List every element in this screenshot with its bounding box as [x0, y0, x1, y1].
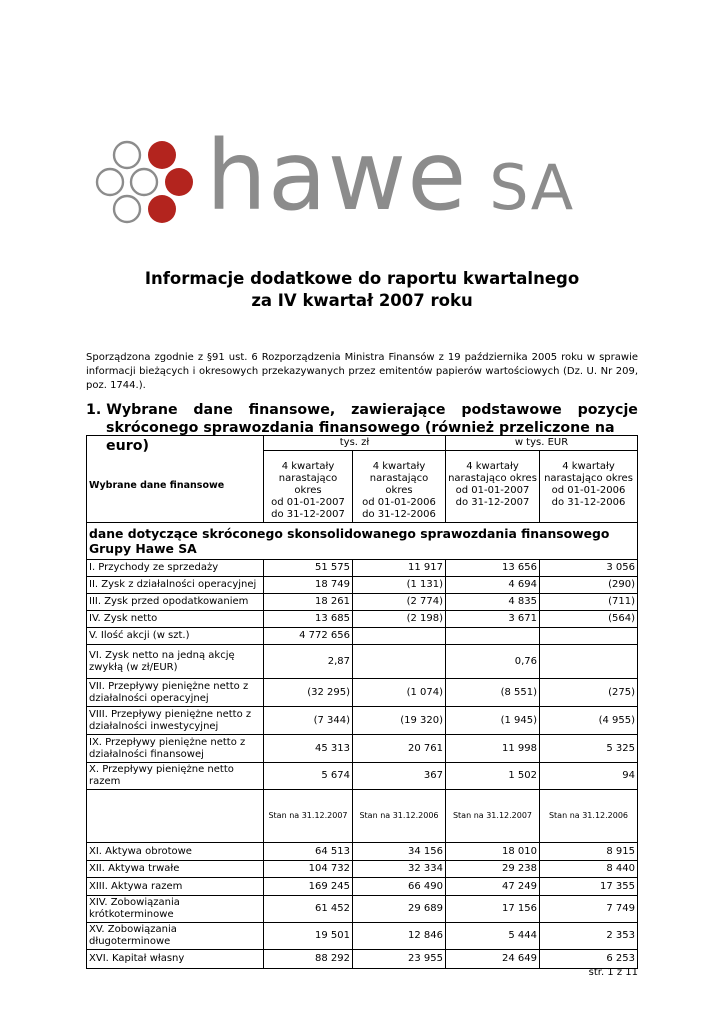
value-cell: (711) [540, 594, 638, 611]
section-heading-line-2: skróconego sprawozdania finansowego (również przeliczone na euro) [106, 420, 615, 454]
value-cell: 3 671 [446, 611, 540, 628]
balance-date-header: Stan na 31.12.2007 [446, 790, 540, 843]
section-heading-line-1 [86, 401, 638, 419]
value-cell: 17 156 [446, 896, 540, 923]
value-cell: 47 249 [446, 878, 540, 896]
section-word: finansowe, [248, 402, 336, 418]
period-header: 4 kwartały narastająco okres od 01-01-2007 do 31-12-2007 [264, 451, 353, 523]
value-cell: 88 292 [264, 950, 353, 969]
value-cell: 18 749 [264, 577, 353, 594]
value-cell: 18 261 [264, 594, 353, 611]
period-header: 4 kwartały narastająco okres od 01-01-2006 do 31-12-2006 [540, 451, 638, 523]
value-cell: 4 835 [446, 594, 540, 611]
value-cell [540, 645, 638, 679]
row-label: XI. Aktywa obrotowe [87, 843, 264, 861]
value-cell: 104 732 [264, 861, 353, 878]
value-cell [540, 628, 638, 645]
row-label: XII. Aktywa trwałe [87, 861, 264, 878]
value-cell: 34 156 [353, 843, 446, 861]
value-cell: 13 685 [264, 611, 353, 628]
value-cell [353, 645, 446, 679]
currency-pln-header: tys. zł [264, 436, 446, 451]
currency-header-row [87, 436, 638, 451]
balance-date-header: Stan na 31.12.2007 [264, 790, 353, 843]
row-label: III. Zysk przed opodatkowaniem [87, 594, 264, 611]
section-word: zawierające [351, 402, 446, 418]
section-word: pozycje [577, 402, 638, 418]
value-cell: 8 440 [540, 861, 638, 878]
balance-date-header: Stan na 31.12.2006 [540, 790, 638, 843]
value-cell: (4 955) [540, 707, 638, 735]
value-cell [353, 628, 446, 645]
main-header-cell: Wybrane dane finansowe [87, 436, 264, 523]
value-cell: (275) [540, 679, 638, 707]
value-cell: 13 656 [446, 560, 540, 577]
value-cell: 2,87 [264, 645, 353, 679]
value-cell: 94 [540, 763, 638, 790]
row-label: XIII. Aktywa razem [87, 878, 264, 896]
value-cell: 11 917 [353, 560, 446, 577]
section-word: podstawowe [461, 402, 562, 418]
row-label: II. Zysk z działalności operacyjnej [87, 577, 264, 594]
value-cell: 5 674 [264, 763, 353, 790]
value-cell: 3 056 [540, 560, 638, 577]
value-cell: 169 245 [264, 878, 353, 896]
intro-paragraph: Sporządzona zgodnie z §91 ust. 6 Rozporządzenia Ministra Finansów z 19 października 2005 roku w sprawie informacji bieżących i okresowych przekazywanych przez emitentów papierów wartościowych (Dz. U. Nr 209, poz. 1744.). [86, 352, 638, 391]
table-row [87, 577, 638, 594]
value-cell: 7 749 [540, 896, 638, 923]
value-cell: 29 238 [446, 861, 540, 878]
value-cell: (1 131) [353, 577, 446, 594]
company-logo [86, 120, 626, 236]
consolidated-section-label: dane dotyczące skróconego skonsolidowanego sprawozdania finansowego Grupy Hawe SA [87, 523, 638, 560]
currency-eur-header: w tys. EUR [446, 436, 638, 451]
table-row [87, 878, 638, 896]
value-cell: 4 772 656 [264, 628, 353, 645]
value-cell: 5 325 [540, 735, 638, 763]
table-row [87, 896, 638, 923]
value-cell: 51 575 [264, 560, 353, 577]
logo-word: hawe [206, 120, 468, 232]
table-row [87, 594, 638, 611]
row-label: VI. Zysk netto na jedną akcję zwykłą (w zł/EUR) [87, 645, 264, 679]
value-cell: 4 694 [446, 577, 540, 594]
value-cell: 23 955 [353, 950, 446, 969]
row-label: XIV. Zobowiązania krótkoterminowe [87, 896, 264, 923]
table-row [87, 843, 638, 861]
page-number: str. 1 z 11 [588, 967, 638, 978]
value-cell: 45 313 [264, 735, 353, 763]
section-label-row [87, 523, 638, 560]
value-cell: 8 915 [540, 843, 638, 861]
table-row [87, 628, 638, 645]
section-word: dane [193, 402, 233, 418]
value-cell: 61 452 [264, 896, 353, 923]
logo-circles-icon [86, 128, 206, 236]
table-row [87, 560, 638, 577]
value-cell: 2 353 [540, 923, 638, 950]
value-cell: (290) [540, 577, 638, 594]
row-label: XVI. Kapitał własny [87, 950, 264, 969]
empty-cell [87, 790, 264, 843]
value-cell: (8 551) [446, 679, 540, 707]
value-cell: 24 649 [446, 950, 540, 969]
row-label: IV. Zysk netto [87, 611, 264, 628]
row-label: XV. Zobowiązania długoterminowe [87, 923, 264, 950]
balance-date-header-row [87, 790, 638, 843]
value-cell: (19 320) [353, 707, 446, 735]
balance-date-header: Stan na 31.12.2006 [353, 790, 446, 843]
value-cell: (7 344) [264, 707, 353, 735]
row-label: VII. Przepływy pieniężne netto z działalności operacyjnej [87, 679, 264, 707]
row-label: X. Przepływy pieniężne netto razem [87, 763, 264, 790]
period-header: 4 kwartały narastająco okres od 01-01-2006 do 31-12-2006 [353, 451, 446, 523]
table-row [87, 679, 638, 707]
title-line-2: za IV kwartał 2007 roku [251, 291, 473, 310]
value-cell: 0,76 [446, 645, 540, 679]
value-cell: 64 513 [264, 843, 353, 861]
table-row [87, 950, 638, 969]
section-number: 1. Wybrane [86, 402, 178, 418]
value-cell: (564) [540, 611, 638, 628]
value-cell: 367 [353, 763, 446, 790]
value-cell: 66 490 [353, 878, 446, 896]
value-cell: 29 689 [353, 896, 446, 923]
financial-data-table [86, 435, 638, 969]
value-cell: (2 774) [353, 594, 446, 611]
value-cell: 6 253 [540, 950, 638, 969]
table-row [87, 861, 638, 878]
title-line-1: Informacje dodatkowe do raportu kwartalnego [144, 269, 580, 288]
table-row [87, 645, 638, 679]
value-cell: 17 355 [540, 878, 638, 896]
logo-suffix: SA [489, 151, 575, 224]
value-cell: 11 998 [446, 735, 540, 763]
logo-wordmark [206, 122, 574, 242]
row-label: V. Ilość akcji (w szt.) [87, 628, 264, 645]
value-cell [446, 628, 540, 645]
value-cell: (1 945) [446, 707, 540, 735]
value-cell: 12 846 [353, 923, 446, 950]
value-cell: (32 295) [264, 679, 353, 707]
row-label: VIII. Przepływy pieniężne netto z działalności inwestycyjnej [87, 707, 264, 735]
value-cell: 5 444 [446, 923, 540, 950]
value-cell: 20 761 [353, 735, 446, 763]
value-cell: 19 501 [264, 923, 353, 950]
value-cell: 18 010 [446, 843, 540, 861]
document-title [86, 268, 638, 312]
table-row [87, 923, 638, 950]
table-row [87, 707, 638, 735]
value-cell: 32 334 [353, 861, 446, 878]
value-cell: (1 074) [353, 679, 446, 707]
row-label: IX. Przepływy pieniężne netto z działalności finansowej [87, 735, 264, 763]
row-label: I. Przychody ze sprzedaży [87, 560, 264, 577]
value-cell: (2 198) [353, 611, 446, 628]
table-row [87, 763, 638, 790]
period-header: 4 kwartały narastająco okres od 01-01-2007 do 31-12-2007 [446, 451, 540, 523]
value-cell: 1 502 [446, 763, 540, 790]
table-row [87, 735, 638, 763]
table-row [87, 611, 638, 628]
